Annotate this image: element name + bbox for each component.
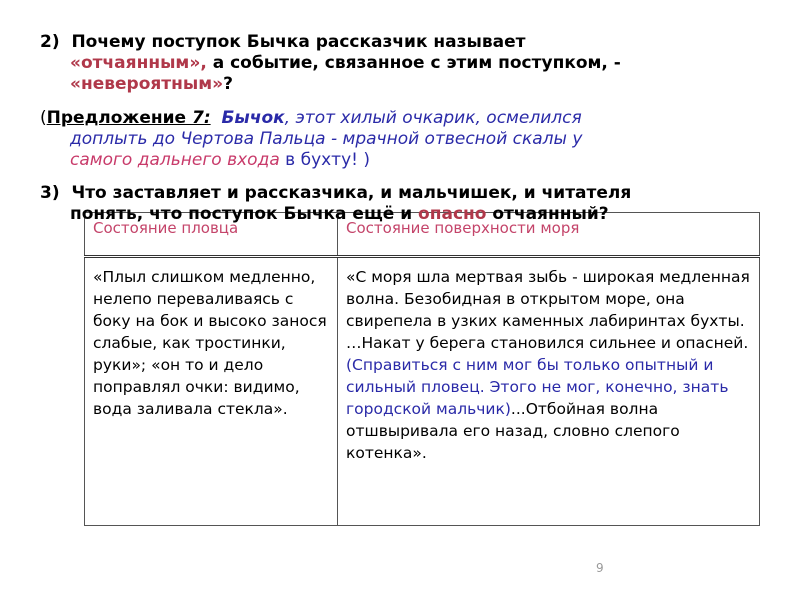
word-opasno: опасно <box>418 204 487 224</box>
header-swimmer-state: Состояние пловца <box>85 213 338 257</box>
question-3 <box>40 183 760 225</box>
sentence-red-phrase: самого дальнего входа <box>70 150 286 170</box>
sea-text-1: «С моря шла мертвая зыбь - широкая медленная волна. Безобидная в открытом море, она свирепела в узких каменных лабиринтах бухты. …Накат у берега становился сильнее и опасней. <box>346 268 750 352</box>
question-2-number: 2) <box>40 32 60 52</box>
sentence-label: Предложение 7: <box>46 108 211 128</box>
sea-text-blue: (Справиться с ним мог бы только опытный и сильный пловец. Этого не мог, конечно, знать городской мальчик) <box>346 356 729 418</box>
sentence-rest-1: , этот хилый очкарик, осмелился <box>284 108 582 128</box>
question-2-line3 <box>40 74 760 95</box>
sentence-blue-phrase: в бухту! <box>285 150 364 170</box>
sea-text-2: ...Отбойная волна отшвыривала его назад, словно слепого котенка». <box>346 400 680 462</box>
header-sea-state: Состояние поверхности моря <box>338 213 760 257</box>
question-3-number: 3) <box>40 183 60 203</box>
paren-close: ) <box>363 150 371 170</box>
cell-swimmer: «Плыл слишком медленно, нелепо переваливаясь с боку на бок и высоко занося слабые, как тростинки, руки»; «он то и дело поправлял очки: видимо, вода заливала стекла». <box>85 257 338 526</box>
question-3-line2: понять, что поступок Бычка ещё и опасно отчаянный? <box>70 204 609 224</box>
quote-otchayannym: «отчаянным», <box>70 53 207 73</box>
cell-sea <box>338 257 760 526</box>
question-2 <box>40 32 760 95</box>
question-2-text-cont: а событие, связанное с этим поступком, - <box>206 53 621 73</box>
question-3-line1: Что заставляет и рассказчика, и мальчишек, и читателя <box>71 183 632 203</box>
sentence-line-3 <box>40 150 760 171</box>
question-2-line2 <box>40 53 760 74</box>
page-number: 9 <box>596 561 604 575</box>
sentence-line-2: доплыть до Чертова Пальца - мрачной отвесной скалы у <box>70 129 583 149</box>
sentence-7-block <box>40 108 760 171</box>
paren-open: ( <box>40 108 47 128</box>
question-2-text: Почему поступок Бычка рассказчик называет <box>71 32 526 52</box>
table-row <box>85 257 760 526</box>
quote-neveroyatnym: «невероятным» <box>70 74 224 94</box>
sentence-subject: Бычок <box>221 108 285 128</box>
comparison-table <box>84 212 760 526</box>
question-mark: ? <box>223 74 234 94</box>
sentence-number: 7: <box>191 108 211 128</box>
